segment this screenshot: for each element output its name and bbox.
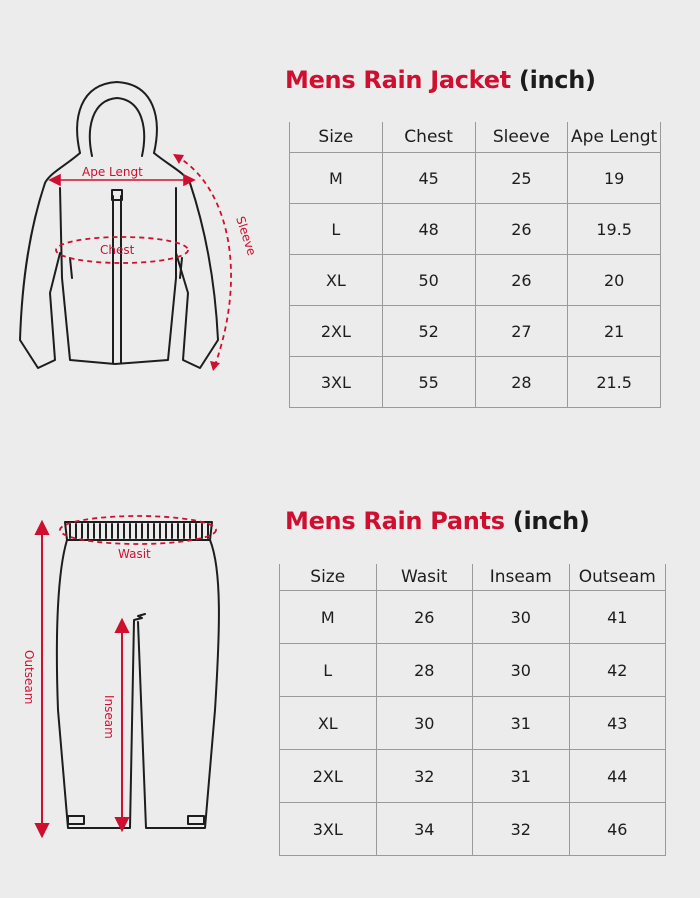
column-header: Chest — [382, 122, 475, 153]
table-cell: 30 — [473, 591, 570, 644]
table-row — [290, 357, 661, 408]
table-cell: 30 — [376, 697, 473, 750]
table-row — [290, 255, 661, 306]
table-header-row — [290, 122, 661, 153]
table-cell: L — [290, 204, 383, 255]
outseam-label: Outseam — [22, 650, 36, 705]
table-row — [290, 306, 661, 357]
chest-label: Chest — [100, 243, 135, 257]
table-cell: 52 — [382, 306, 475, 357]
table-row — [280, 803, 666, 856]
table-cell: 20 — [568, 255, 661, 306]
table-cell: 50 — [382, 255, 475, 306]
sleeve-label: Sleeve — [233, 214, 259, 258]
table-cell: 45 — [382, 153, 475, 204]
ape-length-label: Ape Lengt — [82, 165, 143, 179]
table-cell: XL — [290, 255, 383, 306]
inseam-label: Inseam — [102, 695, 116, 739]
pants-title-main: Mens Rain Pants — [285, 507, 505, 535]
table-cell: XL — [280, 697, 377, 750]
table-cell: 32 — [473, 803, 570, 856]
jacket-title — [285, 66, 596, 94]
table-cell: 19.5 — [568, 204, 661, 255]
table-cell: 25 — [475, 153, 568, 204]
jacket-size-table — [289, 122, 661, 408]
table-row — [280, 697, 666, 750]
table-cell: L — [280, 644, 377, 697]
table-row — [280, 591, 666, 644]
table-cell: 43 — [569, 697, 666, 750]
table-cell: 55 — [382, 357, 475, 408]
column-header: Sleeve — [475, 122, 568, 153]
table-cell: 44 — [569, 750, 666, 803]
table-cell: 42 — [569, 644, 666, 697]
jacket-illustration — [10, 78, 270, 378]
table-cell: 27 — [475, 306, 568, 357]
table-cell: 3XL — [290, 357, 383, 408]
table-cell: M — [290, 153, 383, 204]
column-header: Size — [280, 564, 377, 591]
table-cell: 28 — [475, 357, 568, 408]
pants-title — [285, 507, 590, 535]
table-cell: 34 — [376, 803, 473, 856]
table-cell: 26 — [475, 255, 568, 306]
table-cell: 48 — [382, 204, 475, 255]
column-header: Ape Lengt — [568, 122, 661, 153]
waist-label: Wasit — [118, 547, 151, 561]
table-header-row — [280, 564, 666, 591]
table-cell: 41 — [569, 591, 666, 644]
table-cell: M — [280, 591, 377, 644]
table-row — [280, 644, 666, 697]
column-header: Wasit — [376, 564, 473, 591]
table-cell: 19 — [568, 153, 661, 204]
table-cell: 32 — [376, 750, 473, 803]
table-cell: 26 — [376, 591, 473, 644]
table-cell: 3XL — [280, 803, 377, 856]
table-cell: 28 — [376, 644, 473, 697]
column-header: Size — [290, 122, 383, 153]
table-cell: 21 — [568, 306, 661, 357]
pants-title-unit: (inch) — [512, 507, 590, 535]
table-cell: 31 — [473, 750, 570, 803]
table-cell: 30 — [473, 644, 570, 697]
table-row — [290, 204, 661, 255]
column-header: Outseam — [569, 564, 666, 591]
table-row — [280, 750, 666, 803]
jacket-title-unit: (inch) — [518, 66, 596, 94]
table-cell: 31 — [473, 697, 570, 750]
table-cell: 2XL — [280, 750, 377, 803]
table-cell: 26 — [475, 204, 568, 255]
table-cell: 21.5 — [568, 357, 661, 408]
column-header: Inseam — [473, 564, 570, 591]
table-cell: 2XL — [290, 306, 383, 357]
pants-size-table — [279, 564, 666, 856]
pants-illustration — [10, 510, 250, 840]
table-row — [290, 153, 661, 204]
table-cell: 46 — [569, 803, 666, 856]
jacket-title-main: Mens Rain Jacket — [285, 66, 511, 94]
